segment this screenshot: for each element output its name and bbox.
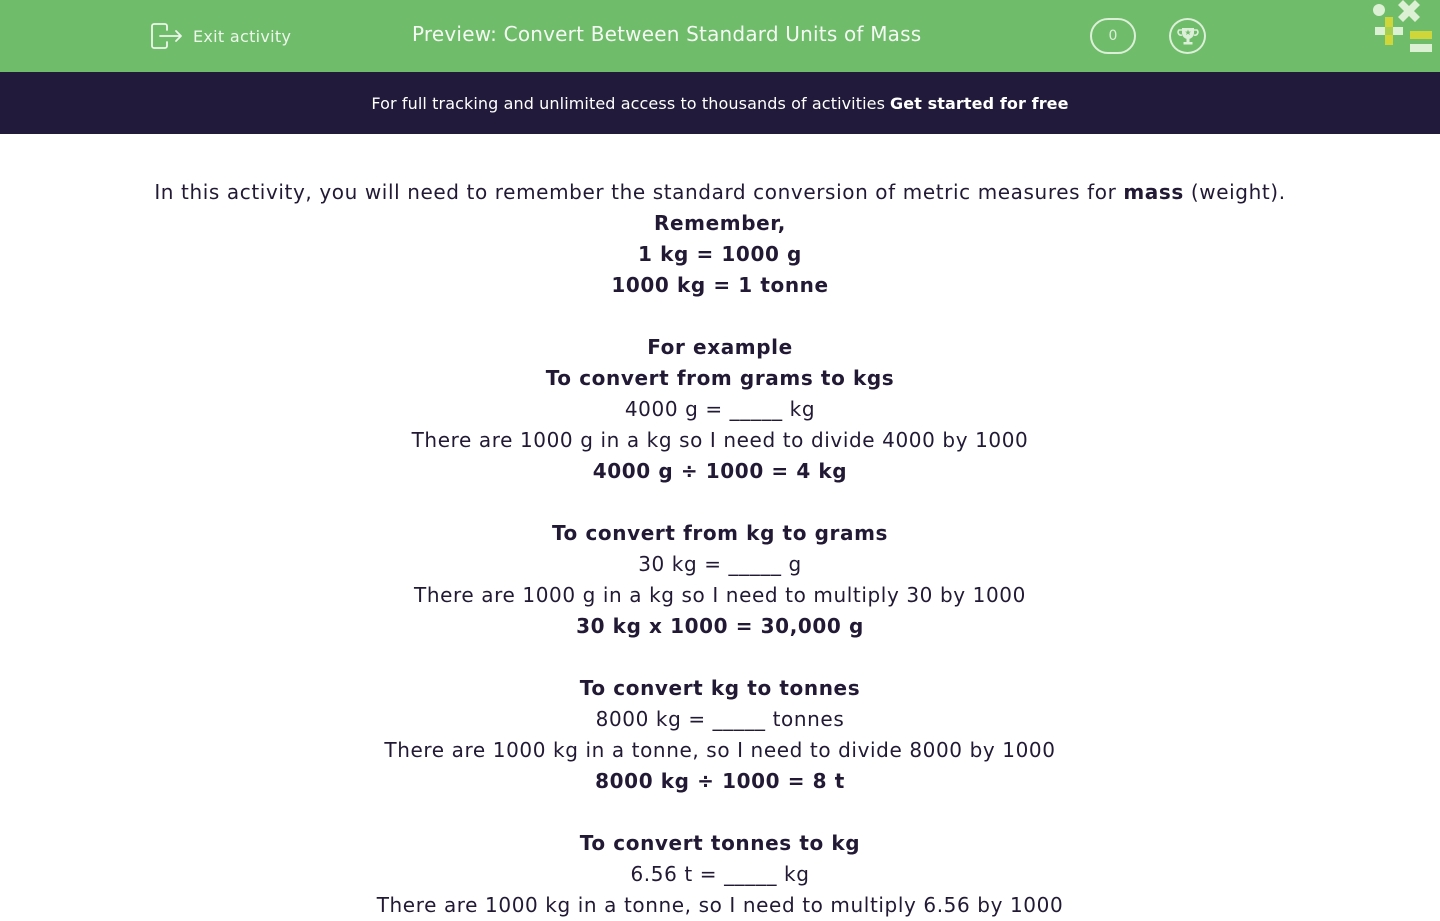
- example-question: 6.56 t = _____ kg: [630, 862, 810, 886]
- example-heading: To convert kg to tonnes: [579, 676, 861, 700]
- example-heading: To convert from grams to kgs: [545, 366, 895, 390]
- example-heading: To convert from kg to grams: [551, 521, 889, 545]
- spacer: [0, 301, 1440, 332]
- top-bar: [0, 0, 1440, 72]
- brand-logo: [1368, 0, 1440, 56]
- page-title: Preview: Convert Between Standard Units of Mass: [412, 22, 922, 46]
- banner-text: For full tracking and unlimited access to thousands of activities: [371, 93, 886, 113]
- intro-bold: mass: [1123, 180, 1184, 204]
- exit-activity-button[interactable]: [150, 20, 291, 52]
- exit-icon: [150, 22, 183, 50]
- trophy-button[interactable]: [1169, 18, 1206, 54]
- spacer: [0, 487, 1440, 518]
- remember-heading: Remember,: [653, 211, 786, 235]
- for-example-heading: For example: [647, 335, 793, 359]
- example-answer: 8000 kg ÷ 1000 = 8 t: [595, 769, 845, 793]
- example-heading: To convert tonnes to kg: [579, 831, 861, 855]
- example-answer: 30 kg x 1000 = 30,000 g: [576, 614, 864, 638]
- example-question: 4000 g = _____ kg: [624, 397, 816, 421]
- intro-before: In this activity, you will need to remember the standard conversion of metric measures for: [154, 180, 1124, 204]
- example-explanation: There are 1000 g in a kg so I need to divide 4000 by 1000: [411, 428, 1029, 452]
- example-answer: 4000 g ÷ 1000 = 4 kg: [592, 459, 848, 483]
- score-badge[interactable]: [1090, 18, 1136, 54]
- promo-banner: [0, 72, 1440, 134]
- example-explanation: There are 1000 kg in a tonne, so I need to divide 8000 by 1000: [384, 738, 1056, 762]
- spacer: [0, 797, 1440, 828]
- spacer: [0, 642, 1440, 673]
- activity-instructions: [0, 177, 1440, 921]
- trophy-icon: [1177, 25, 1199, 47]
- example-question: 8000 kg = _____ tonnes: [595, 707, 845, 731]
- rule-kg-tonne: 1000 kg = 1 tonne: [611, 273, 829, 297]
- intro-after: (weight).: [1183, 180, 1286, 204]
- intro-text: [0, 177, 1440, 208]
- example-explanation: There are 1000 kg in a tonne, so I need to multiply 6.56 by 1000: [376, 893, 1064, 917]
- example-explanation: There are 1000 g in a kg so I need to multiply 30 by 1000: [414, 583, 1026, 607]
- rule-kg-g: 1 kg = 1000 g: [638, 242, 802, 266]
- get-started-link[interactable]: Get started for free: [890, 93, 1069, 113]
- example-question: 30 kg = _____ g: [638, 552, 802, 576]
- exit-activity-label: Exit activity: [193, 26, 292, 46]
- score-value: 0: [1108, 28, 1118, 44]
